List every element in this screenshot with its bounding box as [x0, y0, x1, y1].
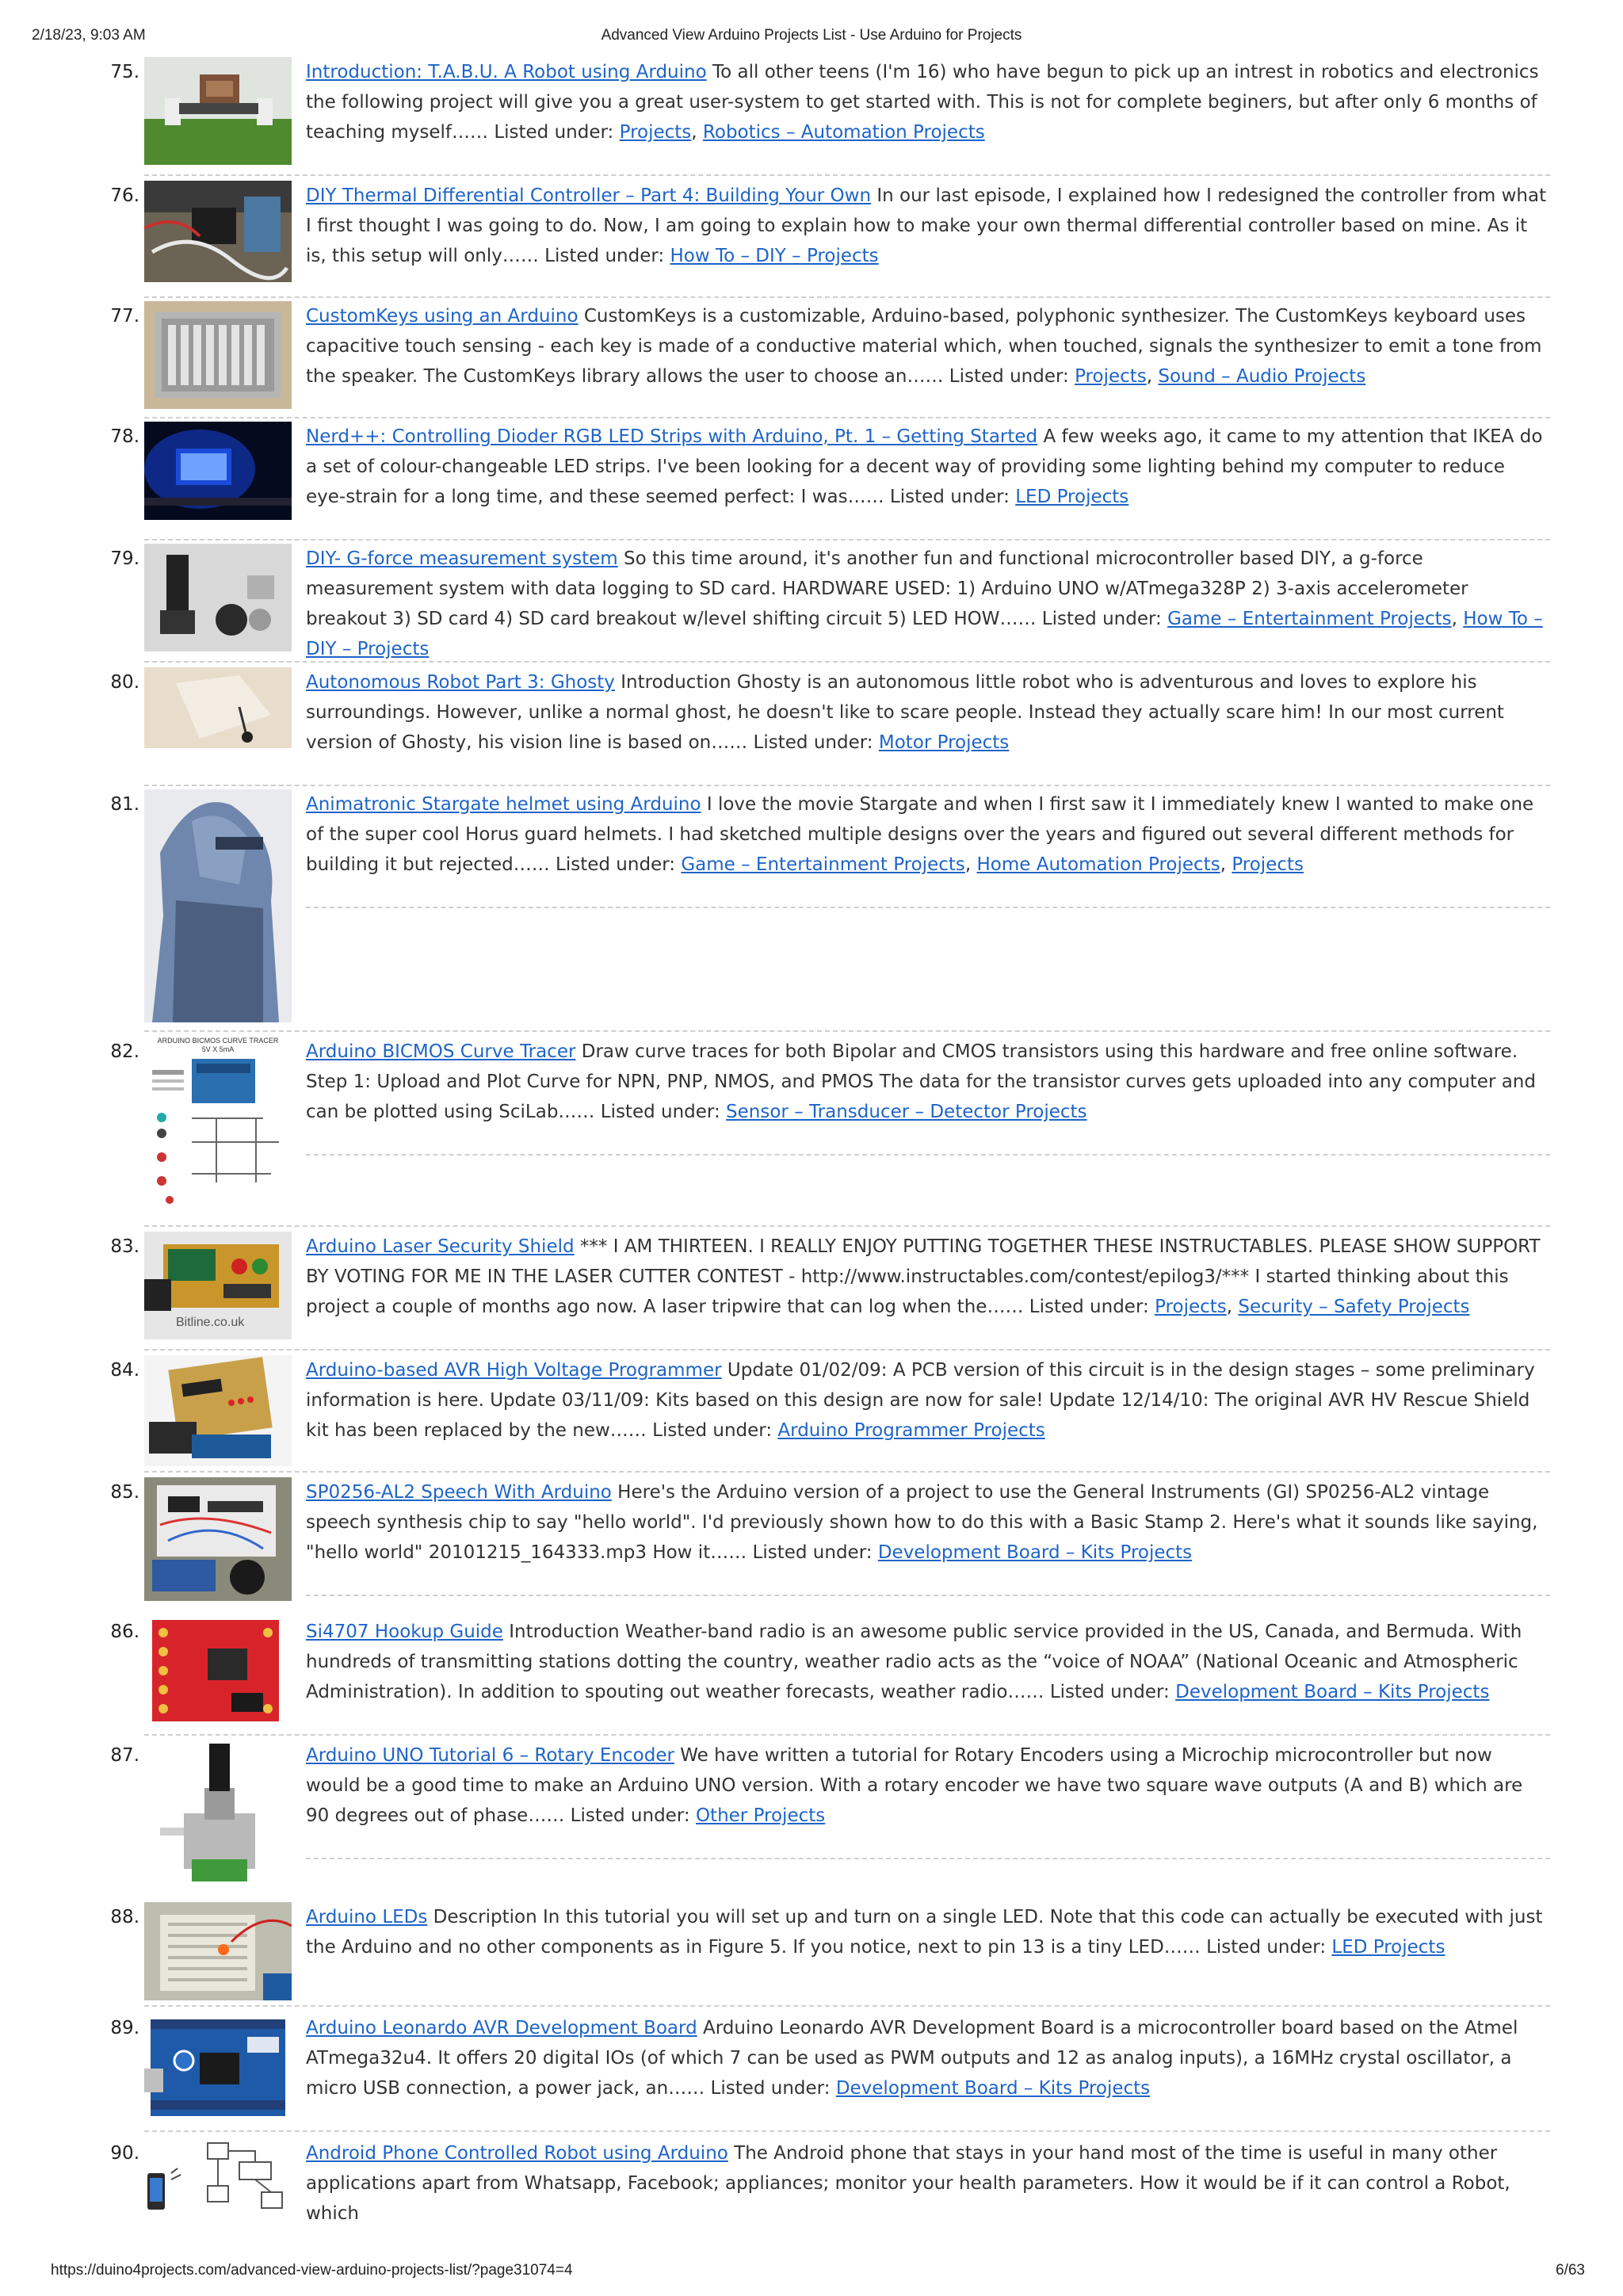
- item-separator: [306, 1154, 1550, 1156]
- category-link[interactable]: Projects: [619, 122, 692, 143]
- listed-under-label: Listed under:: [544, 246, 665, 266]
- listed-under-label: Listed under:: [710, 2078, 831, 2099]
- item-separator: [144, 417, 1550, 418]
- item-number: 77.: [110, 306, 139, 327]
- category-link[interactable]: How To – DIY – Projects: [670, 246, 879, 266]
- project-title-link[interactable]: Animatronic Stargate helmet using Arduino: [306, 794, 701, 815]
- item-separator: [306, 1595, 1550, 1596]
- project-thumbnail[interactable]: [144, 2013, 292, 2122]
- project-description: Here's the Arduino version of a project to use the General Instruments (GI) SP0256-AL2 vintage speech synthesis chip to say "hello world". I'd previously shown how to do this with a Basic Stamp 2. Here's what it sounds like saying, "hello world" 20101215_164333.mp3 How it……: [306, 1482, 1538, 1563]
- project-title-link[interactable]: DIY Thermal Differential Controller – Part 4: Building Your Own: [306, 185, 872, 206]
- item-separator: [144, 174, 1550, 176]
- project-description: The Android phone that stays in your hand most of the time is useful in many other applications apart from Whatsapp, Facebook; appliances; monitor your health parameters. How it would be if it can control a Robot, which: [306, 2143, 1510, 2224]
- category-link[interactable]: Development Board – Kits Projects: [877, 1542, 1193, 1563]
- project-thumbnail[interactable]: [144, 422, 292, 520]
- item-separator: [144, 661, 1550, 663]
- project-title-link[interactable]: Arduino LEDs: [306, 1907, 428, 1927]
- item-number: 79.: [110, 548, 139, 569]
- item-number: 76.: [110, 185, 139, 206]
- item-number: 85.: [110, 1482, 139, 1503]
- project-title-link[interactable]: Si4707 Hookup Guide: [306, 1622, 503, 1642]
- print-header: [0, 27, 1623, 51]
- category-link[interactable]: Other Projects: [695, 1805, 826, 1826]
- project-description: Introduction Ghosty is an autonomous little robot who is adventurous and loves to explore his surroundings. However, unlike a normal ghost, he doesn't like to scare people. Instead they actually scare him! In our most current version of Ghosty, his vision line is based on……: [306, 672, 1504, 753]
- item-number: 87.: [110, 1745, 139, 1766]
- listed-under-label: Listed under:: [494, 122, 614, 143]
- project-title-link[interactable]: Autonomous Robot Part 3: Ghosty: [306, 672, 615, 693]
- item-number: 86.: [110, 1622, 139, 1642]
- item-text: DIY- G-force measurement system So this time around, it's another fun and functional microcontroller based DIY, a g-force measurement system with data logging to SD card. HARDWARE USED: 1) Arduino UNO w/ATmega328P 2) 3-axis accelerometer breakout 3) SD card 4) SD card breakout w/level shifting circuit 5) LED HOW…… Listed under: Game – Entertainment Projects, How To – DIY – Projects: [306, 548, 1543, 659]
- item-separator: [144, 539, 1550, 541]
- listed-under-label: Listed under:: [889, 487, 1010, 507]
- item-text: Introduction: T.A.B.U. A Robot using Arduino To all other teens (I'm 16) who have begun to pick up an intrest in robotics and electronics the following project will give you a great user-system to get started with. This is not for complete beginers, but after only 6 months of teaching myself…… Listed under: Projects, Robotics – Automation Projects: [306, 62, 1539, 143]
- category-link[interactable]: Game – Entertainment Projects: [1167, 609, 1452, 629]
- listed-under-label: Listed under:: [1206, 1937, 1327, 1958]
- item-separator: [306, 1858, 1550, 1859]
- category-link[interactable]: Development Board – Kits Projects: [835, 2078, 1151, 2099]
- project-description: We have written a tutorial for Rotary Encoders using a Microchip microcontroller but now would be a good time to make an Arduino UNO version. With a rotary encoder we have two square wave outputs (A and B) which are 90 degrees out of phase……: [306, 1745, 1523, 1826]
- item-number: 82.: [110, 1041, 139, 1062]
- project-title-link[interactable]: Arduino Laser Security Shield: [306, 1236, 575, 1257]
- listed-under-label: Listed under:: [949, 366, 1069, 387]
- listed-under-label: Listed under:: [1041, 609, 1162, 629]
- item-text: [306, 1740, 1550, 1831]
- project-title-link[interactable]: DIY- G-force measurement system: [306, 548, 618, 569]
- project-thumbnail[interactable]: [144, 1902, 292, 2000]
- item-text: CustomKeys using an Arduino CustomKeys is a customizable, Arduino-based, polyphonic synthesizer. The CustomKeys keyboard uses capacitive touch sensing - each key is made of a conductive material which, when touched, signals the synthesizer to emit a tone from the speaker. The CustomKeys library allows the user to choose an…… Listed under: Projects, Sound – Audio Projects: [306, 306, 1542, 387]
- project-description: A few weeks ago, it came to my attention that IKEA do a set of colour-changeable LED strips. I've been looking for a decent way of providing some lighting behind my computer to reduce eye-strain for a long time, and these seemed perfect: I was……: [306, 426, 1543, 507]
- item-text: [306, 1902, 1550, 1962]
- project-description: CustomKeys is a customizable, Arduino-based, polyphonic synthesizer. The CustomKeys keyboard uses capacitive touch sensing - each key is made of a conductive material which, when touched, signals the synthesizer to emit a tone from the speaker. The CustomKeys library allows the user to choose an……: [306, 306, 1542, 387]
- item-separator: [144, 1349, 1550, 1350]
- item-text: [306, 1617, 1550, 1707]
- item-text: [306, 667, 1550, 758]
- print-footer: [0, 2262, 1623, 2286]
- project-description: *** I AM THIRTEEN. I REALLY ENJOY PUTTING TOGETHER THESE INSTRUCTABLES. PLEASE SHOW SUPPORT BY VOTING FOR ME IN THE LASER CUTTER CONTEST - http://www.instructables.com/contest/epilog3/*** I started thinking about this project a couple of months ago now. A laser tripwire that can log when the……: [306, 1236, 1541, 1317]
- print-datetime: 2/18/23, 9:03 AM: [32, 27, 146, 44]
- item-text: [306, 1477, 1550, 1568]
- project-description: Draw curve traces for both Bipolar and CMOS transistors using this hardware and free online software. Step 1: Upload and Plot Curve for NPN, PNP, NMOS, and PMOS The data for the transistor curves gets uploaded into any computer and can be plotted using SciLab……: [306, 1041, 1536, 1122]
- category-link[interactable]: How To – DIY – Projects: [306, 609, 1543, 659]
- item-number: 81.: [110, 794, 139, 815]
- item-number: 88.: [110, 1907, 139, 1927]
- project-title-link[interactable]: Arduino UNO Tutorial 6 – Rotary Encoder: [306, 1745, 674, 1766]
- project-description: I love the movie Stargate and when I first saw it I immediately knew I wanted to make one of the super cool Horus guard helmets. I had sketched multiple designs over the years and figured out several different methods for building it but rejected……: [306, 794, 1534, 875]
- project-thumbnail[interactable]: [144, 2138, 292, 2218]
- project-title-link[interactable]: Nerd++: Controlling Dioder RGB LED Strips with Arduino, Pt. 1 – Getting Started: [306, 426, 1038, 447]
- item-text: [306, 1037, 1550, 1127]
- item-text: [306, 2013, 1550, 2103]
- item-number: 84.: [110, 1360, 139, 1381]
- project-description: Description In this tutorial you will set up and turn on a single LED. Note that this code can actually be executed with just the Arduino and no other components as in Figure 5. If you notice, next to pin 13 is a tiny LED……: [306, 1907, 1543, 1958]
- project-title-link[interactable]: Arduino-based AVR High Voltage Programmer: [306, 1360, 722, 1381]
- page-number: 6/63: [1556, 2262, 1585, 2279]
- category-link[interactable]: Security – Safety Projects: [1238, 1297, 1470, 1317]
- category-link[interactable]: LED Projects: [1331, 1937, 1445, 1958]
- item-separator: [144, 1734, 1550, 1736]
- project-thumbnail[interactable]: [144, 667, 292, 748]
- category-link[interactable]: Projects: [1155, 1297, 1227, 1317]
- project-thumbnail[interactable]: [144, 181, 292, 282]
- category-link[interactable]: Projects: [1075, 366, 1147, 387]
- item-separator: [144, 785, 1550, 786]
- listed-under-label: Listed under:: [652, 1420, 773, 1441]
- listed-under-label: Listed under:: [556, 854, 676, 875]
- item-number: 75.: [110, 62, 139, 82]
- project-thumbnail[interactable]: [144, 1037, 292, 1208]
- item-text: Animatronic Stargate helmet using Arduino I love the movie Stargate and when I first saw it I immediately knew I wanted to make one of the super cool Horus guard helmets. I had sketched multiple designs over the years and figured out several different methods for building it but rejected…… Listed under: Game – Entertainment Projects, Home Automation Projects, Projects: [306, 794, 1534, 875]
- item-separator: [144, 1225, 1550, 1227]
- project-title-link[interactable]: Introduction: T.A.B.U. A Robot using Arduino: [306, 62, 707, 82]
- thumbnail-caption: ARDUINO BICMOS CURVE TRACER: [157, 1037, 279, 1045]
- thumbnail-caption: Bitline.co.uk: [176, 1316, 245, 1329]
- project-thumbnail[interactable]: [144, 1355, 292, 1466]
- listed-under-label: Listed under:: [600, 1102, 720, 1122]
- thumbnail-caption: 5V X 5mA: [201, 1045, 235, 1053]
- listed-under-label: Listed under:: [753, 732, 873, 753]
- project-description: Introduction Weather-band radio is an awesome public service provided in the US, Canada, and Bermuda. With hundreds of transmitting stations dotting the country, weather radio acts as the “voice of NOAA” (National Oceanic and Atmospheric Administration). In addition to spouting out weather forecasts, weather radio……: [306, 1622, 1522, 1702]
- project-thumbnail[interactable]: [144, 789, 292, 1022]
- item-text: [306, 181, 1550, 271]
- item-number: 89.: [110, 2018, 139, 2038]
- listed-under-label: Listed under:: [752, 1542, 873, 1563]
- item-separator: [144, 2005, 1550, 2007]
- project-description: Update 01/02/09: A PCB version of this circuit is in the design stages – some preliminary information is here. Update 03/11/09: Kits based on this design are now for sale! Update 12/14/10: The original AVR HV Rescue Shield kit has been replaced by the new……: [306, 1360, 1535, 1441]
- category-link[interactable]: Home Automation Projects: [976, 854, 1220, 875]
- item-separator: [306, 907, 1550, 908]
- project-thumbnail[interactable]: [144, 1617, 292, 1725]
- category-link[interactable]: Projects: [1232, 854, 1304, 875]
- category-link[interactable]: Sensor – Transducer – Detector Projects: [726, 1102, 1087, 1122]
- category-link[interactable]: Development Board – Kits Projects: [1175, 1682, 1490, 1702]
- project-title-link[interactable]: Android Phone Controlled Robot using Arduino: [306, 2143, 728, 2164]
- page-title: Advanced View Arduino Projects List - Use Arduino for Projects: [601, 27, 1022, 44]
- item-number: 80.: [110, 672, 139, 693]
- item-text: Arduino Laser Security Shield *** I AM THIRTEEN. I REALLY ENJOY PUTTING TOGETHER THESE INSTRUCTABLES. PLEASE SHOW SUPPORT BY VOTING FOR ME IN THE LASER CUTTER CONTEST - http://www.instructables.com/contest/epilog3/*** I started thinking about this project a couple of months ago now. A laser tripwire that can log when the…… Listed under: Projects, Security – Safety Projects: [306, 1236, 1541, 1317]
- listed-under-label: Listed under:: [1029, 1297, 1149, 1317]
- project-title-link[interactable]: SP0256-AL2 Speech With Arduino: [306, 1482, 612, 1503]
- project-description: In our last episode, I explained how I redesigned the controller from what I first thought I was going to do. Now, I am going to explain how to make your own thermal differential controller based on mine. As it is, this setup will only……: [306, 185, 1547, 266]
- project-description: So this time around, it's another fun and functional microcontroller based DIY, a g-force measurement system with data logging to SD card. HARDWARE USED: 1) Arduino UNO w/ATmega328P 2) 3-axis accelerometer breakout 3) SD card 4) SD card breakout w/level shifting circuit 5) LED HOW……: [306, 548, 1468, 629]
- project-thumbnail[interactable]: [144, 1232, 292, 1339]
- listed-under-label: Listed under:: [570, 1805, 690, 1826]
- item-text: [306, 2138, 1550, 2229]
- page-url: https://duino4projects.com/advanced-view-arduino-projects-list/?page31074=4: [51, 2262, 573, 2279]
- item-number: 90.: [110, 2143, 139, 2164]
- project-thumbnail[interactable]: [144, 301, 292, 409]
- project-description: To all other teens (I'm 16) who have begun to pick up an intrest in robotics and electronics the following project will give you a great user-system to get started with. This is not for complete beginers, but after only 6 months of teaching myself……: [306, 62, 1539, 143]
- project-thumbnail[interactable]: [144, 57, 292, 165]
- project-thumbnail[interactable]: [144, 1477, 292, 1601]
- item-separator: [144, 1471, 1550, 1473]
- item-separator: [144, 2130, 1550, 2132]
- item-separator: [144, 1030, 1550, 1032]
- category-link[interactable]: LED Projects: [1015, 487, 1129, 507]
- item-text: [306, 1355, 1550, 1446]
- item-number: 83.: [110, 1236, 139, 1257]
- project-thumbnail[interactable]: [144, 1740, 292, 1885]
- project-title-link[interactable]: Arduino BICMOS Curve Tracer: [306, 1041, 576, 1062]
- category-link[interactable]: Sound – Audio Projects: [1158, 366, 1366, 387]
- item-number: 78.: [110, 426, 139, 447]
- item-text: [306, 422, 1550, 512]
- project-description: Arduino Leonardo AVR Development Board is a microcontroller board based on the Atmel ATmega32u4. It offers 20 digital IOs (of which 7 can be used as PWM outputs and 12 as analog inputs), a 16MHz crystal oscillator, a micro USB connection, a power jack, an……: [306, 2018, 1518, 2099]
- project-thumbnail[interactable]: [144, 544, 292, 651]
- category-link[interactable]: Game – Entertainment Projects: [681, 854, 965, 875]
- category-link[interactable]: Arduino Programmer Projects: [777, 1420, 1045, 1441]
- category-link[interactable]: Robotics – Automation Projects: [702, 122, 985, 143]
- listed-under-label: Listed under:: [1049, 1682, 1170, 1702]
- item-separator: [144, 296, 1550, 298]
- category-link[interactable]: Motor Projects: [878, 732, 1010, 753]
- project-title-link[interactable]: CustomKeys using an Arduino: [306, 306, 579, 327]
- project-title-link[interactable]: Arduino Leonardo AVR Development Board: [306, 2018, 697, 2038]
